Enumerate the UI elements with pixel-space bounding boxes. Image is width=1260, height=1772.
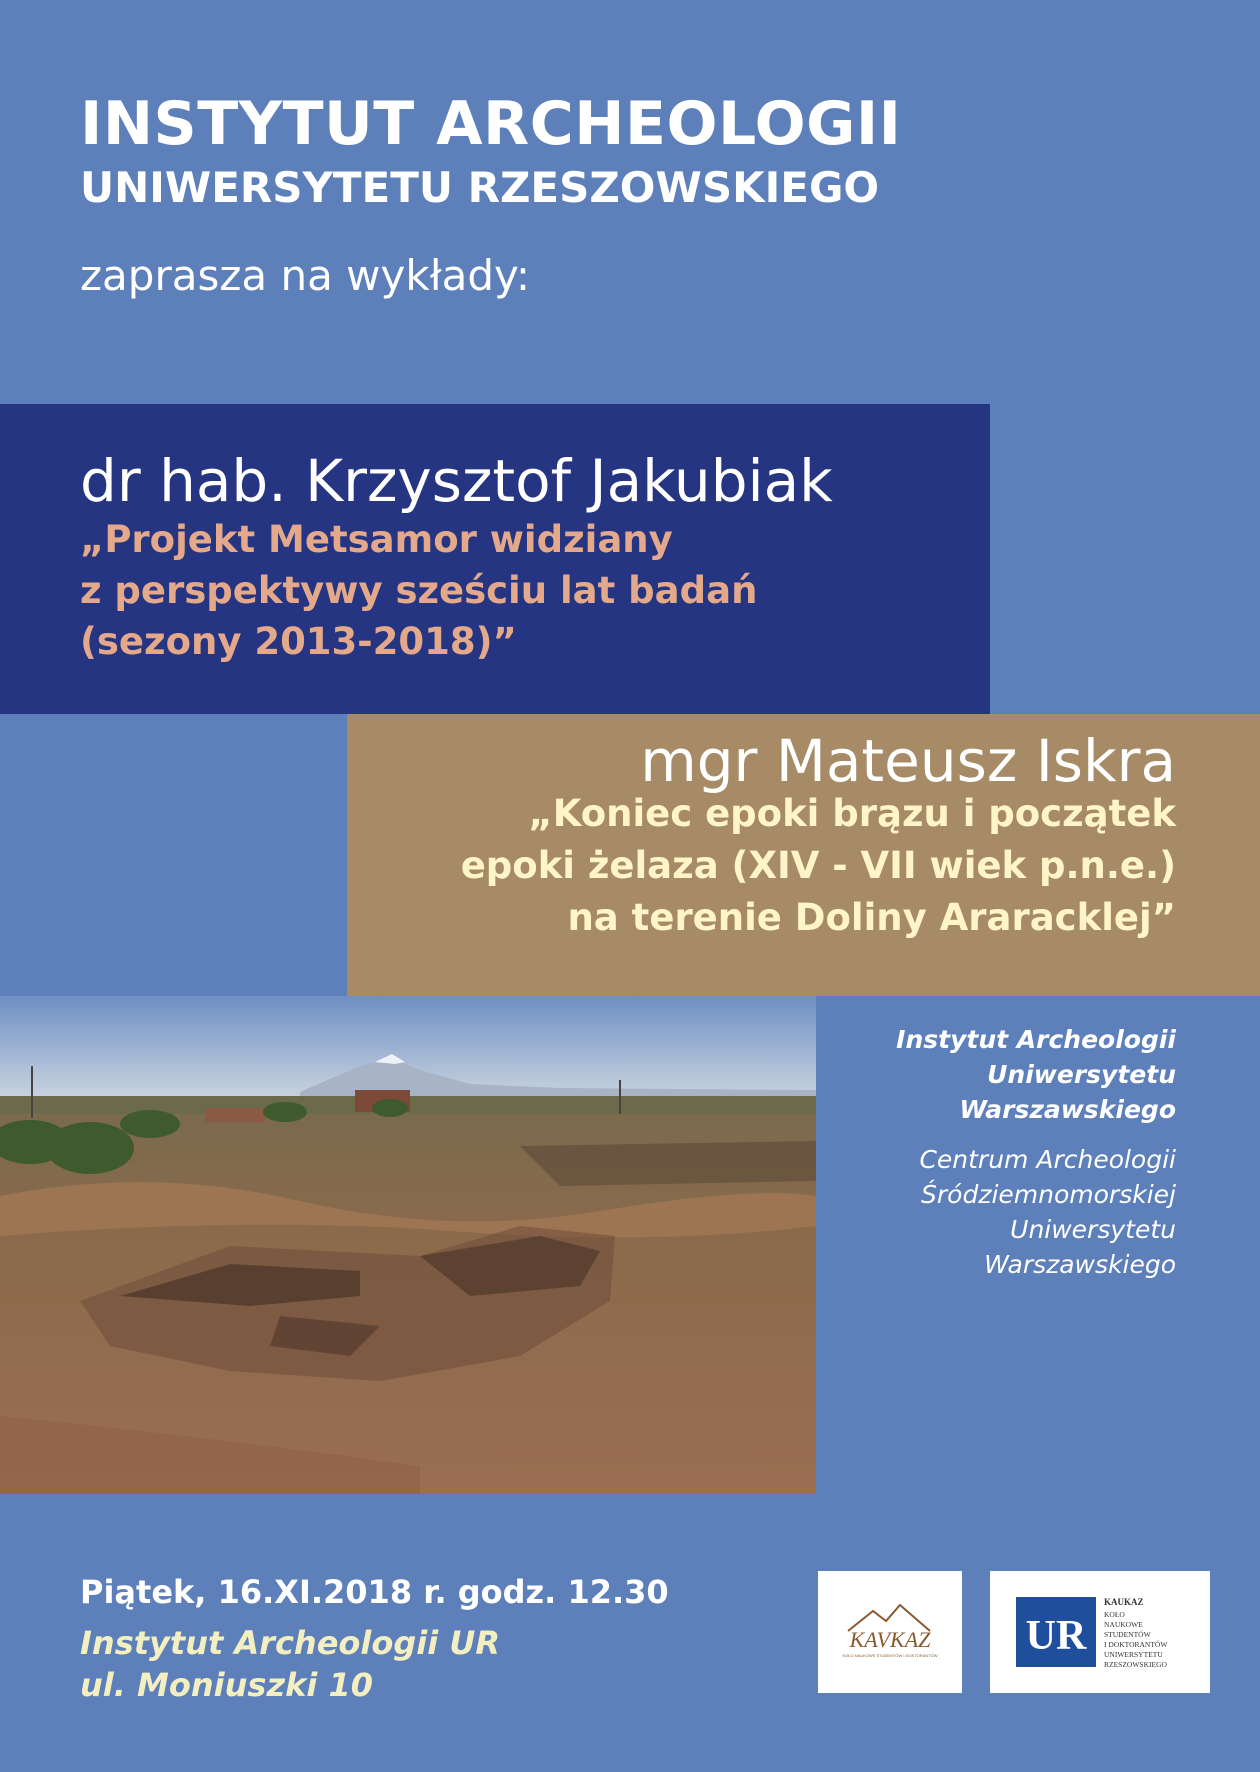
ur-logo-line: UNIWERSYTETU [1104,1650,1163,1659]
kavkaz-logo [818,1571,962,1693]
header-title: INSTYTUT ARCHEOLOGII [80,89,902,159]
ur-logo-line: KOŁO [1104,1610,1125,1619]
lecture-1-title-line: (sezony 2013-2018)” [80,620,517,663]
ur-logo-mark: UR [1025,1613,1087,1659]
ur-logo-line: STUDENTÓW [1104,1630,1151,1639]
lecture-1-speaker: dr hab. Krzysztof Jakubiak [80,447,833,515]
header-subtitle: UNIWERSYTETU RZESZOWSKIEGO [80,163,880,212]
excavation-photo-svg [0,996,816,1494]
institution-2-line: Warszawskiego [984,1250,1176,1279]
lecture-1-title-line: „Projekt Metsamor widziany [80,518,673,561]
lecture-2-title-line: na terenie Doliny Araracklej” [567,896,1176,939]
lecture-2-speaker: mgr Mateusz Iskra [640,727,1176,795]
lecture-2-title-line: „Koniec epoki brązu i początek [528,792,1176,835]
kavkaz-logo-subtitle: KOŁO NAUKOWE STUDENTÓW I DOKTORANTÓW [842,1653,938,1658]
ur-logo-line: RZESZOWSKIEGO [1104,1660,1167,1669]
institution-2-line: Uniwersytetu [1010,1215,1176,1244]
ur-logo-title: KAUKAZ [1104,1597,1144,1607]
ur-logo [990,1571,1210,1693]
ur-logo-line: I DOKTORANTÓW [1104,1640,1168,1649]
event-venue-line: ul. Moniuszki 10 [80,1666,373,1704]
ur-logo-svg [990,1571,1210,1693]
institution-1 [896,1022,1176,1127]
lecture-2-title [461,788,1176,944]
institution-1-line: Uniwersytetu [987,1060,1176,1089]
institution-1-line: Instytut Archeologii [896,1025,1176,1054]
ur-logo-line: NAUKOWE [1104,1620,1143,1629]
event-venue [80,1622,500,1706]
event-date: Piątek, 16.XI.2018 r. godz. 12.30 [80,1573,669,1611]
invitation-text: zaprasza na wykłady: [80,251,530,300]
lecture-1-title [80,514,757,667]
excavation-photo [0,996,816,1494]
lecture-1-title-line: z perspektywy sześciu lat badań [80,569,758,612]
lecture-2-title-line: epoki żelaza (XIV - VII wiek p.n.e.) [460,844,1176,887]
kavkaz-logo-wordmark: KAVKAZ [849,1627,931,1652]
institution-2 [919,1142,1176,1282]
institution-2-line: Śródziemnomorskiej [921,1180,1176,1209]
institution-1-line: Warszawskiego [959,1095,1176,1124]
event-venue-line: Instytut Archeologii UR [80,1624,500,1662]
institution-2-line: Centrum Archeologii [919,1145,1176,1174]
kavkaz-logo-svg [818,1571,962,1693]
